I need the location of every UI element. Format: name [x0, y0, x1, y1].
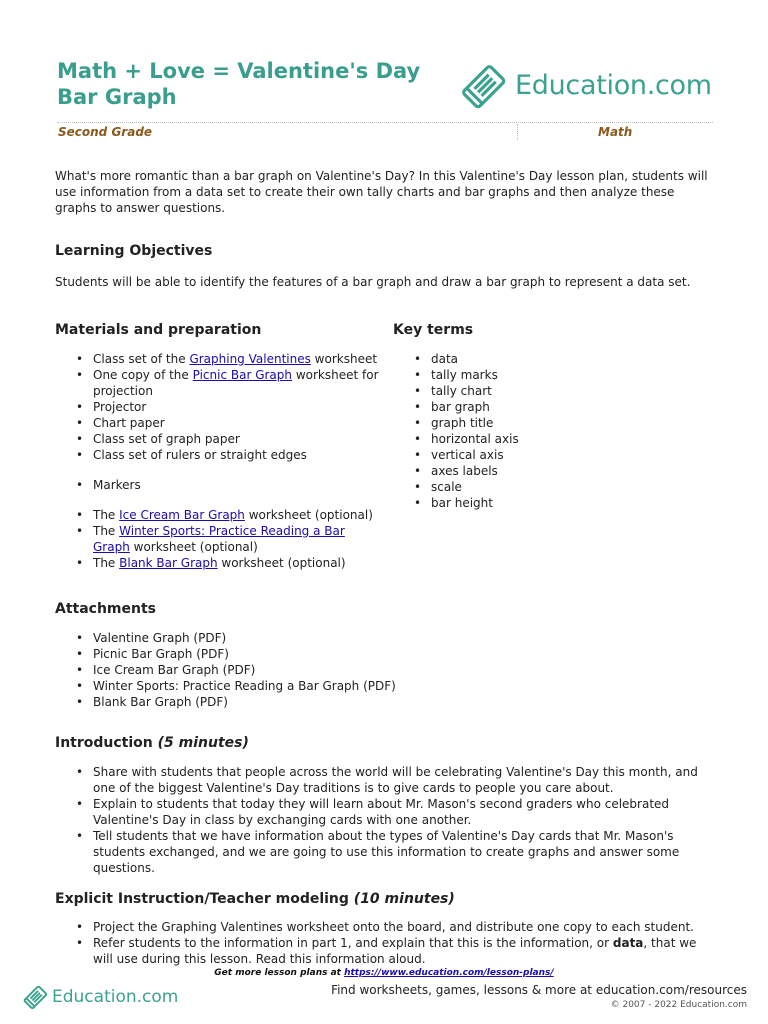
objectives-text: Students will be able to identify the features of a bar graph and draw a bar graph to represent a data set.: [55, 275, 691, 289]
introduction-heading: Introduction (5 minutes): [55, 735, 249, 751]
lesson-plans-link[interactable]: https://www.education.com/lesson-plans/: [344, 968, 554, 978]
title-line-2: Bar Graph: [57, 85, 177, 109]
brand-name: Education.com: [515, 70, 712, 101]
footer-copyright: © 2007 - 2022 Education.com: [610, 1000, 747, 1010]
footer-find-text: Find worksheets, games, lessons & more at education.com/resources: [331, 983, 747, 997]
list-item: • Class set of graph paper: [55, 431, 385, 447]
blank-bar-graph-link[interactable]: Blank Bar Graph: [119, 556, 218, 570]
list-item: • Projector: [55, 399, 385, 415]
list-item: • Tell students that we have information about the types of Valentine's Day cards that Mr. Mason's students exchanged, and we are going to use this information to create graphs and answer some questions.: [55, 828, 720, 876]
list-item: • One copy of the Picnic Bar Graph worksheet for projection: [55, 367, 385, 399]
list-item: • vertical axis: [393, 447, 593, 463]
winter-sports-link[interactable]: Winter Sports: Practice Reading a Bar Graph: [93, 524, 345, 554]
explicit-instruction-list: [55, 919, 720, 967]
key-terms-list: [393, 351, 593, 511]
list-item: • Class set of the Graphing Valentines worksheet: [55, 351, 385, 367]
list-item: • bar height: [393, 495, 593, 511]
list-item: • Class set of rulers or straight edges: [55, 447, 385, 463]
list-item: • tally chart: [393, 383, 593, 399]
list-item: • Valentine Graph (PDF): [55, 630, 475, 646]
ice-cream-bar-graph-link[interactable]: Ice Cream Bar Graph: [119, 508, 245, 522]
education-logo-icon: [20, 982, 50, 1012]
list-item: • Explain to students that today they will learn about Mr. Mason's second graders who celebrated Valentine's Day in class by exchanging cards with one another.: [55, 796, 720, 828]
list-item: • The Blank Bar Graph worksheet (optional): [55, 555, 385, 571]
list-item: • horizontal axis: [393, 431, 593, 447]
list-item: • Project the Graphing Valentines worksheet onto the board, and distribute one copy to each student.: [55, 919, 720, 935]
divider: [57, 122, 713, 123]
intro-paragraph: What's more romantic than a bar graph on Valentine's Day? In this Valentine's Day lesson plan, students will use information from a data set to create their own tally charts and bar graphs and then analyze these graphs to answer questions.: [55, 169, 708, 215]
list-item: • The Winter Sports: Practice Reading a Bar Graph worksheet (optional): [55, 523, 385, 555]
list-item: • Winter Sports: Practice Reading a Bar Graph (PDF): [55, 678, 475, 694]
materials-list: [55, 351, 385, 571]
graphing-valentines-link[interactable]: Graphing Valentines: [189, 352, 311, 366]
list-item: • Picnic Bar Graph (PDF): [55, 646, 475, 662]
list-item: • data: [393, 351, 593, 367]
picnic-bar-graph-link[interactable]: Picnic Bar Graph: [192, 368, 293, 382]
brand-logo[interactable]: [455, 58, 715, 114]
title-line-1: Math + Love = Valentine's Day: [57, 59, 421, 83]
meta-bar: [57, 114, 713, 142]
list-item: • bar graph: [393, 399, 593, 415]
page-title: [57, 58, 457, 110]
list-item: • Ice Cream Bar Graph (PDF): [55, 662, 475, 678]
attachments-list: [55, 630, 475, 710]
list-item: • Share with students that people across the world will be celebrating Valentine's Day this month, and one of the biggest Valentine's Day traditions is to give cards to people you care about.: [55, 764, 720, 796]
list-item: • graph title: [393, 415, 593, 431]
list-item: • Blank Bar Graph (PDF): [55, 694, 475, 710]
subject-label: Math: [598, 125, 633, 139]
list-item: • Refer students to the information in part 1, and explain that this is the information, or data, that we will use during this lesson. Read this information aloud.: [55, 935, 720, 967]
footer-promo: Get more lesson plans at https://www.education.com/lesson-plans/: [214, 968, 554, 978]
explicit-duration: (10 minutes): [353, 891, 455, 907]
objectives-heading: Learning Objectives: [55, 243, 213, 259]
list-item: • tally marks: [393, 367, 593, 383]
list-item: • Chart paper: [55, 415, 385, 431]
explicit-instruction-heading: Explicit Instruction/Teacher modeling (10 minutes): [55, 891, 455, 907]
list-item: • The Ice Cream Bar Graph worksheet (optional): [55, 507, 385, 523]
materials-heading: Materials and preparation: [55, 322, 262, 338]
attachments-heading: Attachments: [55, 601, 157, 617]
list-item: • Markers: [55, 477, 385, 493]
education-logo-icon: [455, 58, 511, 114]
footer-logo[interactable]: [20, 982, 178, 1012]
introduction-duration: (5 minutes): [157, 735, 249, 751]
grade-label: Second Grade: [58, 125, 153, 139]
list-item: • scale: [393, 479, 593, 495]
key-terms-heading: Key terms: [393, 322, 474, 338]
list-item: • axes labels: [393, 463, 593, 479]
introduction-list: [55, 764, 720, 876]
footer-brand-name: Education.com: [52, 987, 179, 1007]
divider-vertical: [517, 124, 518, 140]
